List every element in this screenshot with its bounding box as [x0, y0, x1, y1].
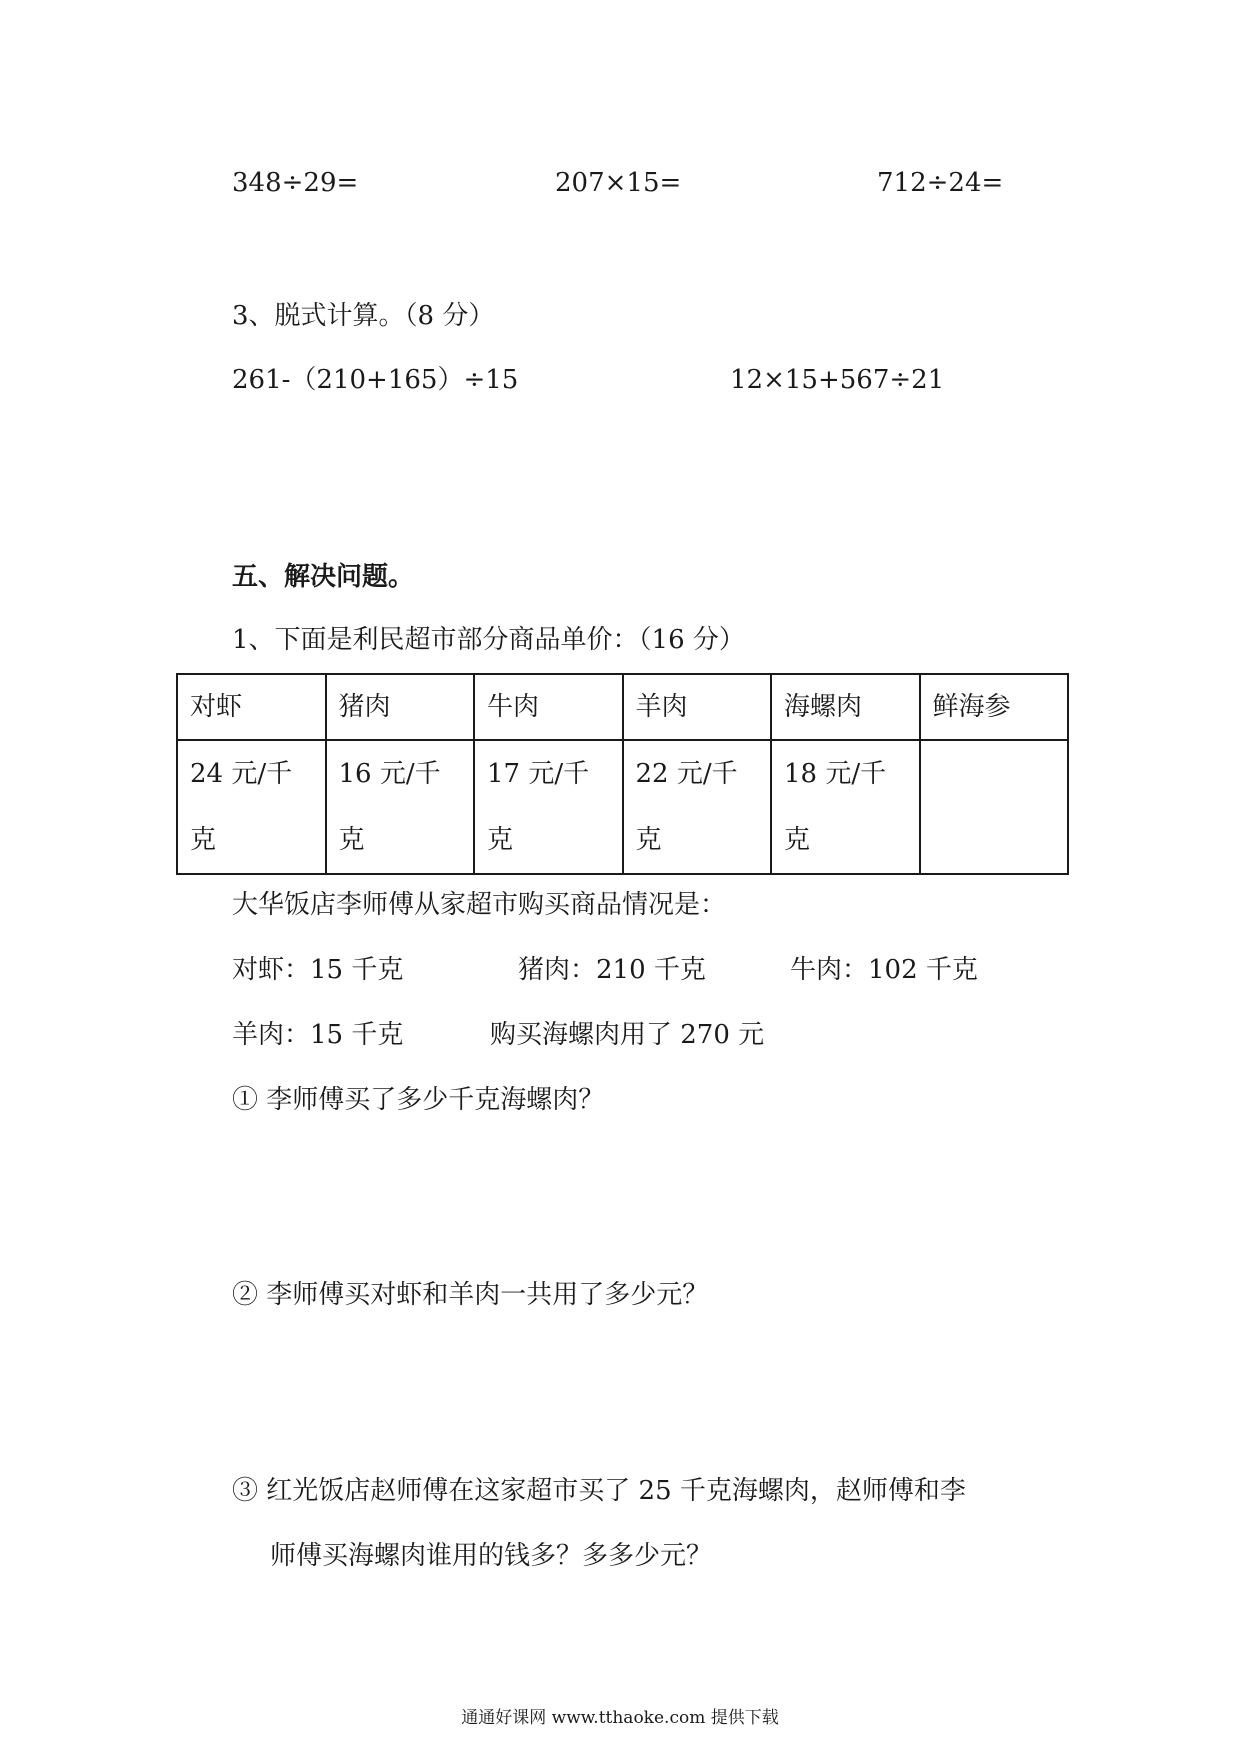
- calc-item-1: 348÷29=: [232, 168, 359, 198]
- purchase-item: 羊肉：15 千克: [232, 1020, 404, 1050]
- question-1-sub-3: ③ 红光饭店赵师傅在这家超市买了 25 千克海螺肉，赵师傅和李: [232, 1476, 966, 1506]
- price-table-header-row: [177, 674, 1068, 740]
- price-table-cell: [920, 740, 1069, 874]
- question-1-sub-3-continued: 师傅买海螺肉谁用的钱多？多多少元？: [270, 1541, 713, 1571]
- purchase-item: 猪肉：210 千克: [518, 955, 706, 985]
- purchase-intro: 大华饭店李师傅从家超市购买商品情况是：: [232, 890, 727, 920]
- price-table-header: 鲜海参: [920, 674, 1069, 740]
- price-table: [176, 673, 1069, 875]
- price-table-cell: 22 元/千克: [623, 740, 772, 874]
- price-table-cell: 17 元/千克: [474, 740, 623, 874]
- price-table-cell: 16 元/千克: [326, 740, 475, 874]
- page-footer: 通通好课网 www.tthaoke.com 提供下载: [461, 1708, 779, 1728]
- price-table-value-row: [177, 740, 1068, 874]
- section-5-title: 五、解决问题。: [232, 562, 415, 592]
- calc-item-3: 712÷24=: [877, 168, 1004, 198]
- calc-item-2: 207×15=: [555, 168, 682, 198]
- price-table-header: 海螺肉: [771, 674, 920, 740]
- purchase-item: 牛肉：102 千克: [790, 955, 978, 985]
- price-table-header: 牛肉: [474, 674, 623, 740]
- step-calc-item-1: 261-（210+165）÷15: [232, 365, 519, 395]
- purchase-item: 对虾：15 千克: [232, 955, 404, 985]
- price-table-cell: 18 元/千克: [771, 740, 920, 874]
- price-table-header: 羊肉: [623, 674, 772, 740]
- question-1-sub-2: ② 李师傅买对虾和羊肉一共用了多少元？: [232, 1280, 709, 1310]
- section-3-title: 3、脱式计算。（8 分）: [232, 301, 495, 331]
- price-table-cell: 24 元/千克: [177, 740, 326, 874]
- question-1-sub-1: ① 李师傅买了多少千克海螺肉？: [232, 1085, 605, 1115]
- price-table-header: 猪肉: [326, 674, 475, 740]
- purchase-item: 购买海螺肉用了 270 元: [490, 1020, 765, 1050]
- question-1-title: 1、下面是利民超市部分商品单价：（16 分）: [232, 625, 745, 655]
- step-calc-item-2: 12×15+567÷21: [730, 365, 945, 395]
- price-table-header: 对虾: [177, 674, 326, 740]
